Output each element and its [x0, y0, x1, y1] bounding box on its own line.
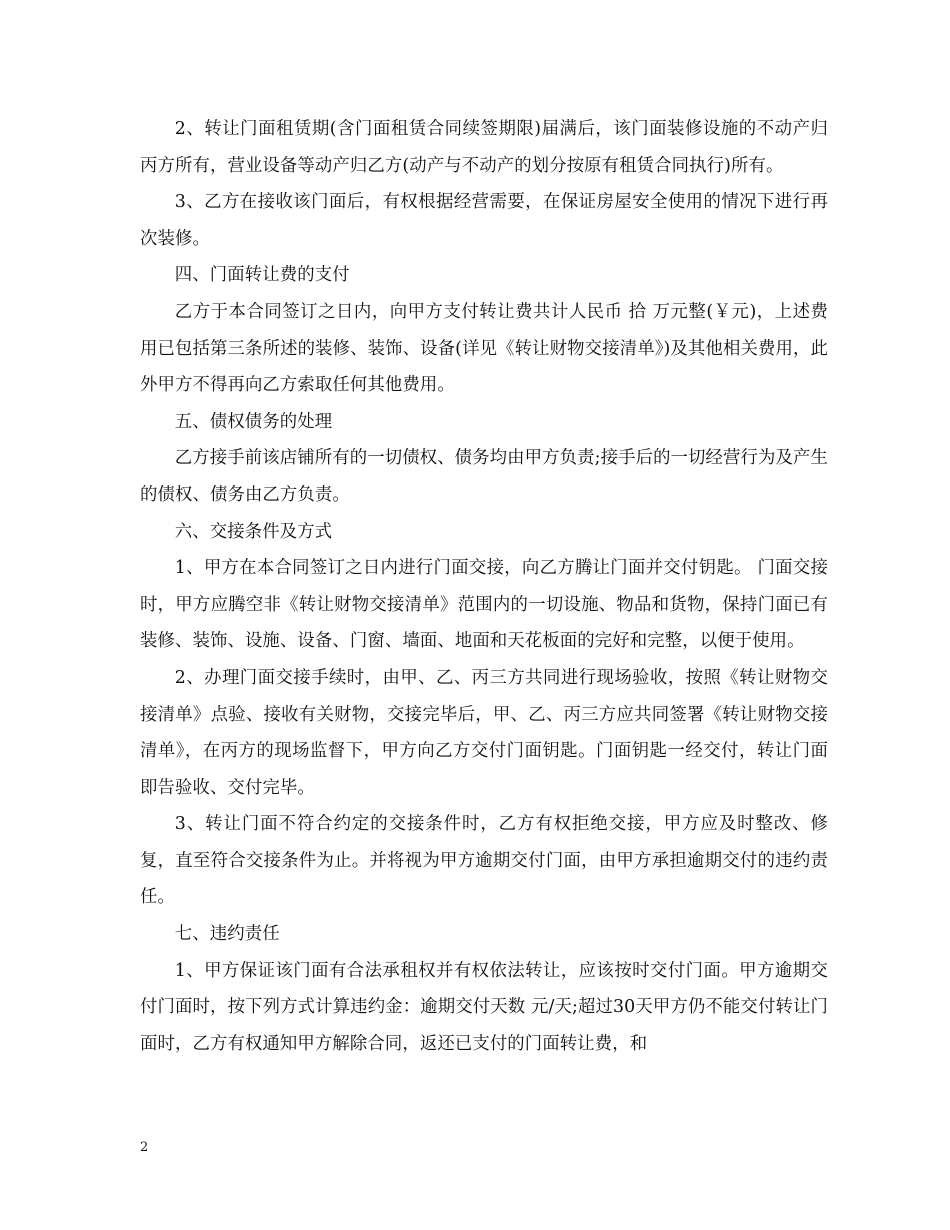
section-heading-5: 五、债权债务的处理 — [174, 411, 333, 432]
section-heading-4: 四、门面转让费的支付 — [174, 265, 350, 286]
paragraph-payment: 乙方于本合同签订之日内，向甲方支付转让费共计人民币 拾 万元整(￥元)，上述费用已包括第三条所述的装修、装饰、设备(详见《转让财物交接清单》)及其他相关费用，此外甲方不得再向乙方索取任何其他费用。 — [140, 301, 828, 396]
page-number: 2 — [140, 1140, 149, 1155]
paragraph-debts: 乙方接手前该店铺所有的一切债权、债务均由甲方负责;接手后的一切经营行为及产生的债权、债务由乙方负责。 — [140, 448, 828, 505]
paragraph-handover-1: 1、甲方在本合同签订之日内进行门面交接，向乙方腾让门面并交付钥匙。 门面交接时，甲方应腾空非《转让财物交接清单》范围内的一切设施、物品和货物，保持门面已有装修、装饰、设施、设备、门窗、墙面、地面和天花板面的完好和完整，以便于使用。 — [140, 558, 828, 652]
section-heading-7: 七、违约责任 — [174, 924, 280, 945]
paragraph-handover-2: 2、办理门面交接手续时，由甲、乙、丙三方共同进行现场验收，按照《转让财物交接清单》点验、接收有关财物，交接完毕后，甲、乙、丙三方应共同签署《转让财物交接清单》，在丙方的现场监督下，甲方向乙方交付门面钥匙。门面钥匙一经交付，转让门面即告验收、交付完毕。 — [140, 667, 828, 798]
document-body — [140, 111, 828, 1062]
section-heading-6: 六、交接条件及方式 — [174, 521, 333, 542]
paragraph-clause-2: 2、转让门面租赁期(含门面租赁合同续签期限)届满后，该门面装修设施的不动产归丙方所有，营业设备等动产归乙方(动产与不动产的划分按原有租赁合同执行)所有。 — [140, 119, 828, 176]
paragraph-liability-1: 1、甲方保证该门面有合法承租权并有权依法转让，应该按时交付门面。甲方逾期交付门面时，按下列方式计算违约金：逾期交付天数 元/天;超过30天甲方仍不能交付转让门面时，乙方有权通知甲方解除合同，返还已支付的门面转让费，和 — [140, 960, 828, 1054]
paragraph-clause-3: 3、乙方在接收该门面后，有权根据经营需要，在保证房屋安全使用的情况下进行再次装修。 — [140, 192, 828, 249]
paragraph-handover-3: 3、转让门面不符合约定的交接条件时，乙方有权拒绝交接，甲方应及时整改、修复，直至符合交接条件为止。并将视为甲方逾期交付门面，由甲方承担逾期交付的违约责任。 — [140, 814, 828, 908]
